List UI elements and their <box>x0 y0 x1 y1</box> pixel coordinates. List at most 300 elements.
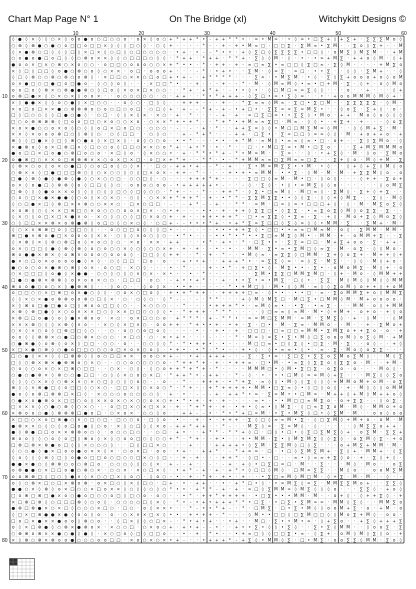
stitch-symbol: * <box>170 341 172 346</box>
stitch-symbol: ≈ <box>261 404 265 409</box>
stitch-symbol: • <box>248 436 250 441</box>
stitch-symbol: ● <box>25 100 29 105</box>
stitch-symbol: ○ <box>162 163 166 168</box>
stitch-symbol: · <box>196 461 197 466</box>
stitch-symbol: × <box>44 157 48 162</box>
stitch-symbol: ○ <box>31 379 35 384</box>
stitch-symbol: • <box>308 354 310 359</box>
stitch-symbol: ∑ <box>393 398 396 403</box>
stitch-symbol: ○ <box>143 379 147 384</box>
stitch-symbol: • <box>216 531 218 536</box>
stitch-symbol: ≈ <box>320 347 324 352</box>
stitch-symbol: · <box>295 43 296 48</box>
stitch-symbol: + <box>327 531 331 536</box>
stitch-symbol: □ <box>281 506 285 511</box>
stitch-symbol: · <box>144 239 145 244</box>
stitch-symbol: M <box>300 284 304 289</box>
stitch-symbol: * <box>242 392 244 397</box>
stitch-symbol: × <box>44 373 48 378</box>
stitch-symbol: ○ <box>136 246 140 251</box>
stitch-symbol: M <box>386 499 390 504</box>
stitch-symbol: + <box>360 56 364 61</box>
stitch-symbol: × <box>51 208 55 213</box>
stitch-symbol: ◊ <box>281 214 284 219</box>
stitch-symbol: · <box>348 125 349 130</box>
stitch-symbol: ◊ <box>78 94 81 99</box>
stitch-symbol: ∑ <box>340 474 343 479</box>
stitch-symbol: o <box>45 144 48 149</box>
stitch-symbol: ◊ <box>12 49 15 54</box>
stitch-symbol: ○ <box>97 246 101 251</box>
stitch-symbol: + <box>169 214 173 219</box>
stitch-symbol: o <box>71 518 74 523</box>
stitch-symbol: ○ <box>149 487 153 492</box>
stitch-symbol: ◊ <box>104 189 107 194</box>
stitch-symbol: ○ <box>156 87 160 92</box>
stitch-symbol: ◊ <box>91 195 94 200</box>
stitch-symbol: o <box>104 106 107 111</box>
stitch-symbol: * <box>170 385 172 390</box>
stitch-symbol: ● <box>31 277 35 282</box>
stitch-symbol: · <box>393 474 394 479</box>
stitch-symbol: ◊ <box>52 525 55 530</box>
stitch-symbol: • <box>229 360 231 365</box>
stitch-symbol: + <box>169 366 173 371</box>
stitch-symbol: - <box>196 208 198 213</box>
stitch-symbol: ∑ <box>288 252 291 257</box>
stitch-symbol: - <box>229 341 231 346</box>
stitch-symbol: ○ <box>64 531 68 536</box>
stitch-symbol: □ <box>31 512 35 517</box>
stitch-symbol: □ <box>44 430 48 435</box>
stitch-symbol: M <box>386 468 390 473</box>
stitch-symbol: ◊ <box>71 512 74 517</box>
stitch-symbol: □ <box>129 335 133 340</box>
stitch-symbol: ◊ <box>301 347 304 352</box>
stitch-symbol: · <box>170 233 171 238</box>
stitch-symbol: ○ <box>25 373 29 378</box>
stitch-symbol: + <box>189 461 193 466</box>
stitch-symbol: o <box>150 277 153 282</box>
stitch-symbol: - <box>183 297 185 302</box>
stitch-symbol: ◊ <box>124 113 127 118</box>
stitch-symbol: × <box>25 512 29 517</box>
stitch-symbol: ∑ <box>399 233 402 238</box>
row-number: 10 <box>2 95 8 100</box>
stitch-symbol: × <box>149 385 153 390</box>
stitch-symbol: · <box>183 271 184 276</box>
stitch-symbol: □ <box>116 106 120 111</box>
stitch-symbol: * <box>176 195 178 200</box>
stitch-symbol: × <box>110 487 114 492</box>
stitch-symbol: • <box>196 499 198 504</box>
stitch-symbol: · <box>210 138 211 143</box>
stitch-symbol: · <box>242 398 243 403</box>
stitch-symbol: ◊ <box>275 138 278 143</box>
stitch-symbol: ◊ <box>308 360 311 365</box>
stitch-symbol: + <box>182 360 186 365</box>
stitch-symbol: ○ <box>97 100 101 105</box>
stitch-symbol: ◊ <box>32 68 35 73</box>
stitch-symbol: · <box>203 303 204 308</box>
stitch-symbol: • <box>209 303 211 308</box>
stitch-symbol: ◊ <box>91 132 94 137</box>
stitch-symbol: ◊ <box>157 392 160 397</box>
stitch-symbol: ∑ <box>268 461 271 466</box>
stitch-symbol: ≈ <box>300 316 304 321</box>
stitch-symbol: M <box>320 322 324 327</box>
stitch-symbol: ○ <box>90 62 94 67</box>
stitch-symbol: ∑ <box>373 347 376 352</box>
stitch-symbol: · <box>131 341 132 346</box>
stitch-symbol: - <box>229 354 231 359</box>
stitch-symbol: o <box>373 411 376 416</box>
stitch-symbol: □ <box>70 423 74 428</box>
stitch-symbol: ∑ <box>314 214 317 219</box>
stitch-symbol: + <box>392 518 396 523</box>
stitch-symbol: · <box>124 176 125 181</box>
stitch-symbol: ◊ <box>387 81 390 86</box>
stitch-symbol: + <box>346 398 350 403</box>
stitch-symbol: · <box>387 220 388 225</box>
stitch-symbol: ○ <box>90 468 94 473</box>
stitch-symbol: ⊗ <box>31 442 35 447</box>
stitch-symbol: + <box>215 499 219 504</box>
stitch-symbol: ◊ <box>393 163 396 168</box>
stitch-symbol: ≈ <box>307 373 311 378</box>
stitch-symbol: · <box>288 176 289 181</box>
stitch-symbol: + <box>353 392 357 397</box>
stitch-symbol: · <box>98 75 99 80</box>
stitch-symbol: × <box>25 525 29 530</box>
stitch-symbol: - <box>210 100 212 105</box>
stitch-symbol: × <box>51 106 55 111</box>
stitch-symbol: ◊ <box>150 461 153 466</box>
stitch-symbol: M <box>307 436 311 441</box>
stitch-symbol: · <box>321 170 322 175</box>
stitch-symbol: ◊ <box>341 316 344 321</box>
stitch-symbol: × <box>103 322 107 327</box>
stitch-symbol: · <box>361 151 362 156</box>
stitch-symbol: ≈ <box>261 252 265 257</box>
stitch-symbol: + <box>399 430 403 435</box>
stitch-symbol: + <box>241 284 245 289</box>
stitch-symbol: * <box>203 68 205 73</box>
stitch-symbol: o <box>84 233 87 238</box>
stitch-symbol: ◊ <box>249 87 252 92</box>
stitch-symbol: o <box>45 341 48 346</box>
stitch-symbol: * <box>196 151 198 156</box>
stitch-symbol: ● <box>44 303 48 308</box>
stitch-symbol: · <box>124 442 125 447</box>
stitch-symbol: □ <box>287 87 291 92</box>
stitch-symbol: ◊ <box>301 62 304 67</box>
stitch-symbol: ≈ <box>287 423 291 428</box>
stitch-symbol: · <box>315 290 316 295</box>
stitch-symbol: - <box>170 170 172 175</box>
stitch-symbol: o <box>393 392 396 397</box>
stitch-symbol: - <box>203 170 205 175</box>
stitch-symbol: - <box>183 461 185 466</box>
stitch-symbol: ○ <box>149 56 153 61</box>
stitch-symbol: · <box>190 239 191 244</box>
stitch-symbol: • <box>255 233 257 238</box>
stitch-symbol: · <box>183 354 184 359</box>
stitch-symbol: · <box>249 303 250 308</box>
stitch-symbol: □ <box>162 480 166 485</box>
stitch-symbol: × <box>97 277 101 282</box>
stitch-symbol: • <box>176 182 178 187</box>
stitch-symbol: ○ <box>110 328 114 333</box>
stitch-symbol: ≈ <box>274 309 278 314</box>
stitch-symbol: · <box>236 297 237 302</box>
stitch-symbol: - <box>196 468 198 473</box>
stitch-symbol: ○ <box>143 411 147 416</box>
stitch-symbol: ○ <box>110 335 114 340</box>
stitch-symbol: ◊ <box>130 214 133 219</box>
stitch-symbol: + <box>209 106 213 111</box>
stitch-symbol: × <box>57 208 61 213</box>
stitch-symbol: ○ <box>123 398 127 403</box>
stitch-symbol: + <box>366 163 370 168</box>
stitch-symbol: ◊ <box>52 100 55 105</box>
stitch-symbol: + <box>176 404 180 409</box>
stitch-symbol: + <box>209 449 213 454</box>
stitch-symbol: M <box>340 189 344 194</box>
stitch-symbol: · <box>183 144 184 149</box>
stitch-symbol: o <box>399 81 402 86</box>
stitch-symbol: □ <box>51 290 55 295</box>
stitch-symbol: · <box>223 449 224 454</box>
stitch-symbol: M <box>281 322 285 327</box>
stitch-symbol: × <box>57 398 61 403</box>
stitch-symbol: □ <box>97 487 101 492</box>
stitch-symbol: ∑ <box>353 499 356 504</box>
stitch-symbol: ⊗ <box>38 385 42 390</box>
stitch-symbol: □ <box>24 316 28 321</box>
stitch-symbol: ○ <box>117 239 121 244</box>
stitch-symbol: · <box>295 316 296 321</box>
stitch-symbol: M <box>399 316 403 321</box>
stitch-symbol: + <box>392 341 396 346</box>
stitch-symbol: □ <box>38 62 42 67</box>
stitch-symbol: ∑ <box>321 208 324 213</box>
stitch-symbol: o <box>163 423 166 428</box>
stitch-symbol: ≈ <box>248 113 252 118</box>
stitch-symbol: □ <box>267 220 271 225</box>
stitch-symbol: ○ <box>97 119 101 124</box>
stitch-symbol: ◊ <box>249 468 252 473</box>
stitch-symbol: ∑ <box>261 182 264 187</box>
stitch-symbol: o <box>347 512 350 517</box>
stitch-symbol: ● <box>64 68 68 73</box>
stitch-symbol: × <box>84 309 88 314</box>
stitch-symbol: × <box>97 468 101 473</box>
stitch-symbol: + <box>360 518 364 523</box>
stitch-symbol: + <box>386 284 390 289</box>
stitch-symbol: □ <box>64 499 68 504</box>
stitch-symbol: ○ <box>130 455 134 460</box>
stitch-symbol: □ <box>307 290 311 295</box>
stitch-symbol: □ <box>110 62 114 67</box>
stitch-symbol: ◊ <box>52 322 55 327</box>
stitch-symbol: ◊ <box>45 163 48 168</box>
stitch-symbol: · <box>216 258 217 263</box>
stitch-symbol: · <box>105 328 106 333</box>
stitch-symbol: - <box>210 366 212 371</box>
stitch-symbol: × <box>18 214 22 219</box>
stitch-symbol: * <box>170 297 172 302</box>
stitch-symbol: * <box>242 138 244 143</box>
stitch-symbol: M <box>294 373 298 378</box>
stitch-symbol: ∑ <box>261 208 264 213</box>
stitch-symbol: · <box>190 68 191 73</box>
stitch-symbol: ◊ <box>98 138 101 143</box>
stitch-symbol: + <box>392 404 396 409</box>
stitch-symbol: ≈ <box>248 449 252 454</box>
stitch-symbol: o <box>327 335 330 340</box>
stitch-symbol: ⊗ <box>84 157 88 162</box>
stitch-symbol: · <box>170 449 171 454</box>
stitch-symbol: □ <box>300 392 304 397</box>
stitch-symbol: ◊ <box>84 182 87 187</box>
stitch-symbol: ◊ <box>98 290 101 295</box>
stitch-symbol: ◊ <box>137 366 140 371</box>
stitch-symbol: · <box>341 201 342 206</box>
stitch-symbol: × <box>25 163 29 168</box>
stitch-symbol: □ <box>70 303 74 308</box>
pattern-name: On The Bridge (xl) <box>0 14 416 25</box>
stitch-symbol: ∑ <box>334 62 337 67</box>
stitch-symbol: ● <box>31 100 35 105</box>
stitch-symbol: ⊗ <box>64 297 68 302</box>
stitch-symbol: · <box>144 366 145 371</box>
stitch-symbol: * <box>242 233 244 238</box>
stitch-symbol: × <box>38 94 42 99</box>
stitch-symbol: · <box>249 309 250 314</box>
stitch-symbol: * <box>176 436 178 441</box>
stitch-symbol: · <box>262 68 263 73</box>
stitch-symbol: ● <box>25 252 29 257</box>
stitch-symbol: ● <box>31 201 35 206</box>
stitch-symbol: · <box>328 157 329 162</box>
stitch-symbol: ◊ <box>321 87 324 92</box>
stitch-symbol: ∑ <box>321 430 324 435</box>
stitch-symbol: o <box>12 182 15 187</box>
stitch-symbol: o <box>78 233 81 238</box>
stitch-symbol: o <box>65 423 68 428</box>
stitch-symbol: + <box>209 373 213 378</box>
stitch-symbol: ≈ <box>320 290 324 295</box>
stitch-symbol: o <box>124 125 127 130</box>
stitch-symbol: ≈ <box>281 347 285 352</box>
stitch-symbol: □ <box>77 392 81 397</box>
stitch-symbol: ◊ <box>341 151 344 156</box>
stitch-symbol: M <box>392 385 396 390</box>
stitch-symbol: • <box>275 246 277 251</box>
stitch-symbol: o <box>58 227 61 232</box>
stitch-symbol: ◊ <box>373 94 376 99</box>
stitch-symbol: ○ <box>84 62 88 67</box>
stitch-symbol: · <box>210 258 211 263</box>
stitch-symbol: · <box>269 373 270 378</box>
stitch-symbol: × <box>90 487 94 492</box>
stitch-symbol: ∑ <box>340 360 343 365</box>
stitch-symbol: · <box>302 151 303 156</box>
stitch-symbol: × <box>136 75 140 80</box>
stitch-symbol: ● <box>64 512 68 517</box>
stitch-symbol: + <box>222 493 226 498</box>
stitch-symbol: □ <box>143 176 147 181</box>
stitch-symbol: M <box>300 309 304 314</box>
stitch-symbol: □ <box>11 404 15 409</box>
stitch-symbol: ∑ <box>399 379 402 384</box>
stitch-symbol: o <box>340 335 343 340</box>
stitch-symbol: · <box>256 258 257 263</box>
row-number: 80 <box>2 539 8 544</box>
stitch-symbol: - <box>216 316 218 321</box>
stitch-symbol: ∑ <box>268 474 271 479</box>
stitch-symbol: · <box>348 303 349 308</box>
stitch-symbol: · <box>400 512 401 517</box>
stitch-symbol: * <box>190 113 192 118</box>
stitch-symbol: • <box>202 537 204 542</box>
stitch-symbol: ◊ <box>163 100 166 105</box>
stitch-symbol: □ <box>18 290 22 295</box>
stitch-symbol: · <box>242 68 243 73</box>
stitch-symbol: · <box>196 214 197 219</box>
stitch-symbol: • <box>288 392 290 397</box>
stitch-symbol: ● <box>25 468 29 473</box>
stitch-symbol: ◊ <box>130 252 133 257</box>
stitch-symbol: ● <box>18 461 22 466</box>
stitch-symbol: □ <box>129 442 133 447</box>
stitch-symbol: × <box>71 392 75 397</box>
stitch-symbol: × <box>103 480 107 485</box>
stitch-symbol: M <box>392 151 396 156</box>
stitch-symbol: · <box>118 341 119 346</box>
stitch-symbol: · <box>393 132 394 137</box>
stitch-symbol: * <box>183 379 185 384</box>
row-number: 20 <box>2 159 8 164</box>
stitch-symbol: · <box>249 56 250 61</box>
stitch-symbol: o <box>386 404 389 409</box>
stitch-symbol: ◊ <box>268 100 271 105</box>
stitch-symbol: • <box>183 62 185 67</box>
stitch-symbol: + <box>241 265 245 270</box>
stitch-symbol: ◊ <box>25 43 28 48</box>
stitch-symbol: · <box>348 182 349 187</box>
stitch-symbol: · <box>216 404 217 409</box>
stitch-symbol: ◊ <box>52 373 55 378</box>
stitch-symbol: o <box>19 474 22 479</box>
stitch-symbol: + <box>215 392 219 397</box>
stitch-symbol: · <box>302 75 303 80</box>
stitch-symbol: ◊ <box>144 518 147 523</box>
stitch-symbol: ∑ <box>261 239 264 244</box>
stitch-symbol: × <box>12 309 16 314</box>
stitch-symbol: o <box>97 303 100 308</box>
stitch-symbol: o <box>334 182 337 187</box>
stitch-symbol: ● <box>38 43 42 48</box>
stitch-symbol: □ <box>162 220 166 225</box>
stitch-symbol: · <box>190 430 191 435</box>
stitch-symbol: ○ <box>149 62 153 67</box>
stitch-symbol: M <box>294 297 298 302</box>
stitch-symbol: ◊ <box>295 284 298 289</box>
stitch-symbol: - <box>223 163 225 168</box>
stitch-symbol: ⊗ <box>57 411 61 416</box>
